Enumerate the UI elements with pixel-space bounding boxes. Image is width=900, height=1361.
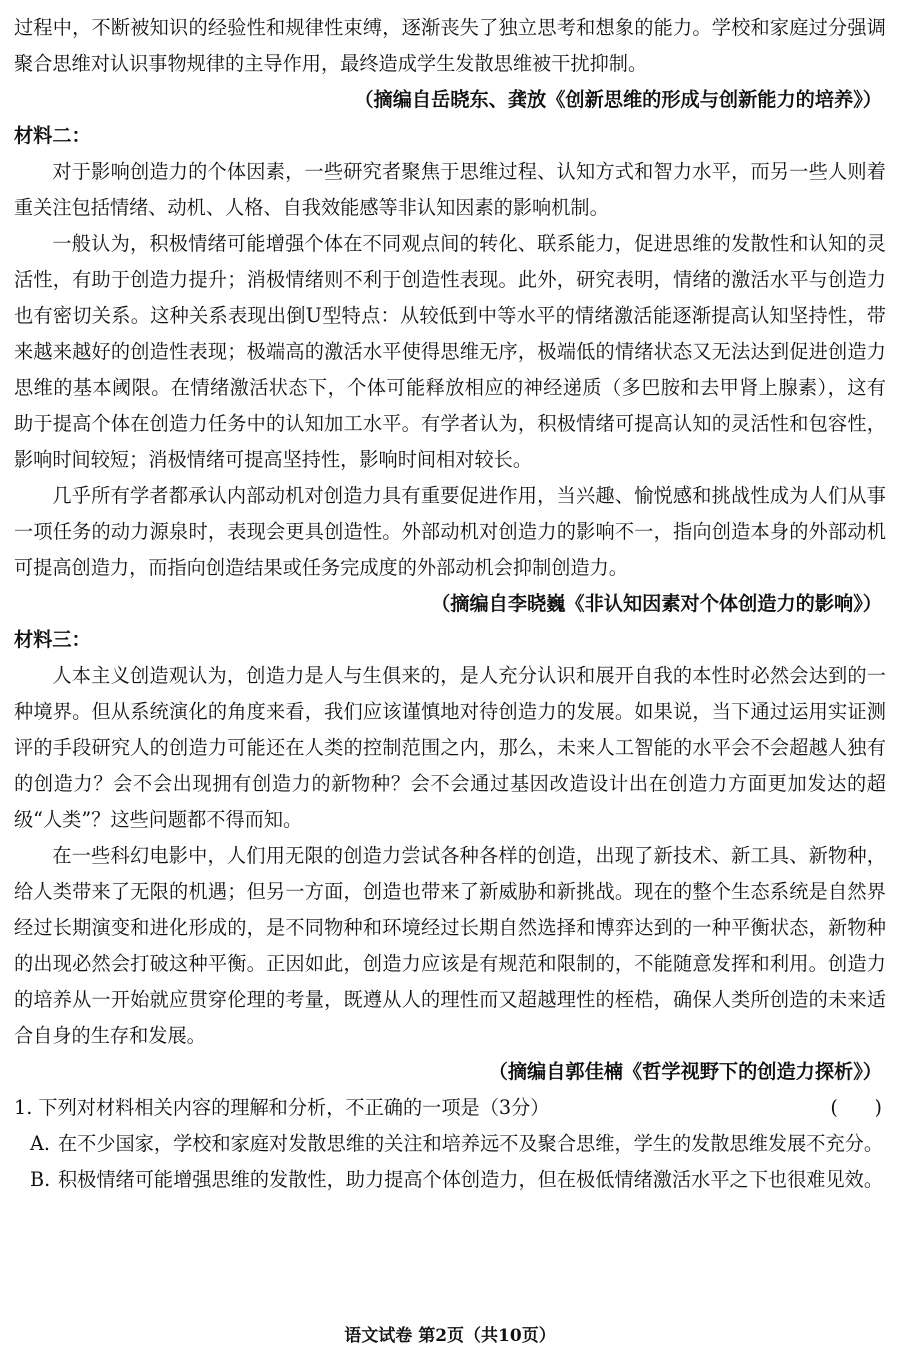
source-citation-1: （摘编自岳晓东、龚放《创新思维的形成与创新能力的培养》）: [354, 88, 882, 111]
answer-bracket[interactable]: ( ): [830, 1096, 882, 1119]
option-a[interactable]: [14, 1126, 886, 1162]
material-three-paragraph-2: 在一些科幻电影中，人们用无限的创造力尝试各种各样的创造，出现了新技术、新工具、新物种，给人类带来了无限的机遇；但另一方面，创造也带来了新威胁和新挑战。现在的整个生态系统是自然界经过长期演变和进化形成的，是不同物种和环境经过长期自然选择和博弈达到的一种平衡状态，新物种的出现必然会打破这种平衡。正因如此，创造力应该是有规范和限制的，不能随意发挥和利用。创造力的培养从一开始就应贯穿伦理的考量，既遵从人的理性而又超越理性的桎梏，确保人类所创造的未来适合自身的生存和发展。: [14, 844, 886, 1047]
option-a-letter: A.: [30, 1132, 50, 1155]
material-two-heading: 材料二：: [14, 124, 91, 147]
paragraph-continued: 过程中，不断被知识的经验性和规律性束缚，逐渐丧失了独立思考和想象的能力。学校和家庭过分强调聚合思维对认识事物规律的主导作用，最终造成学生发散思维被干扰抑制。: [14, 16, 886, 75]
material-two-paragraph-3: 几乎所有学者都承认内部动机对创造力具有重要促进作用，当兴趣、愉悦感和挑战性成为人们从事一项任务的动力源泉时，表现会更具创造性。外部动机对创造力的影响不一，指向创造本身的外部动机可提高创造力，而指向创造结果或任务完成度的外部动机会抑制创造力。: [14, 484, 886, 579]
question-1-text: 1. 下列对材料相关内容的理解和分析，不正确的一项是（3分）: [14, 1096, 550, 1119]
option-b-letter: B.: [30, 1168, 51, 1191]
material-three-paragraph-1: 人本主义创造观认为，创造力是人与生俱来的，是人充分认识和展开自我的本性时必然会达到的一种境界。但从系统演化的角度来看，我们应该谨慎地对待创造力的发展。如果说，当下通过运用实证测评的手段研究人的创造力可能还在人类的控制范围之内，那么，未来人工智能的水平会不会超越人独有的创造力？会不会出现拥有创造力的新物种？会不会通过基因改造设计出在创造力方面更加发达的超级“人类”？这些问题都不得而知。: [14, 664, 886, 831]
page-footer: 语文试卷 第2页（共10页）: [344, 1326, 556, 1346]
question-1-stem: [14, 1090, 886, 1126]
material-two-paragraph-2: 一般认为，积极情绪可能增强个体在不同观点间的转化、联系能力，促进思维的发散性和认知的灵活性，有助于创造力提升；消极情绪则不利于创造性表现。此外，研究表明，情绪的激活水平与创造力也有密切关系。这种关系表现出倒U型特点：从较低到中等水平的情绪激活能逐渐提高认知坚持性，带来越来越好的创造性表现；极端高的激活水平使得思维无序，极端低的情绪状态又无法达到促进创造力思维的基本阈限。在情绪激活状态下，个体可能释放相应的神经递质（多巴胺和去甲肾上腺素），这有助于提高个体在创造力任务中的认知加工水平。有学者认为，积极情绪可提高认知的灵活性和包容性，影响时间较短；消极情绪可提高坚持性，影响时间相对较长。: [14, 232, 886, 471]
option-a-text: 在不少国家，学校和家庭对发散思维的关注和培养远不及聚合思维，学生的发散思维发展不充分。: [58, 1132, 884, 1155]
source-citation-3: （摘编自郭佳楠《哲学视野下的创造力探析》）: [488, 1060, 882, 1083]
option-b-text: 积极情绪可能增强思维的发散性，助力提高个体创造力，但在极低情绪激活水平之下也很难见效。: [58, 1168, 884, 1191]
option-b[interactable]: [14, 1162, 886, 1198]
material-two-paragraph-1: 对于影响创造力的个体因素，一些研究者聚焦于思维过程、认知方式和智力水平，而另一些人则着重关注包括情绪、动机、人格、自我效能感等非认知因素的影响机制。: [14, 160, 886, 219]
material-three-heading: 材料三：: [14, 628, 91, 651]
source-citation-2: （摘编自李晓巍《非认知因素对个体创造力的影响》）: [431, 592, 882, 615]
